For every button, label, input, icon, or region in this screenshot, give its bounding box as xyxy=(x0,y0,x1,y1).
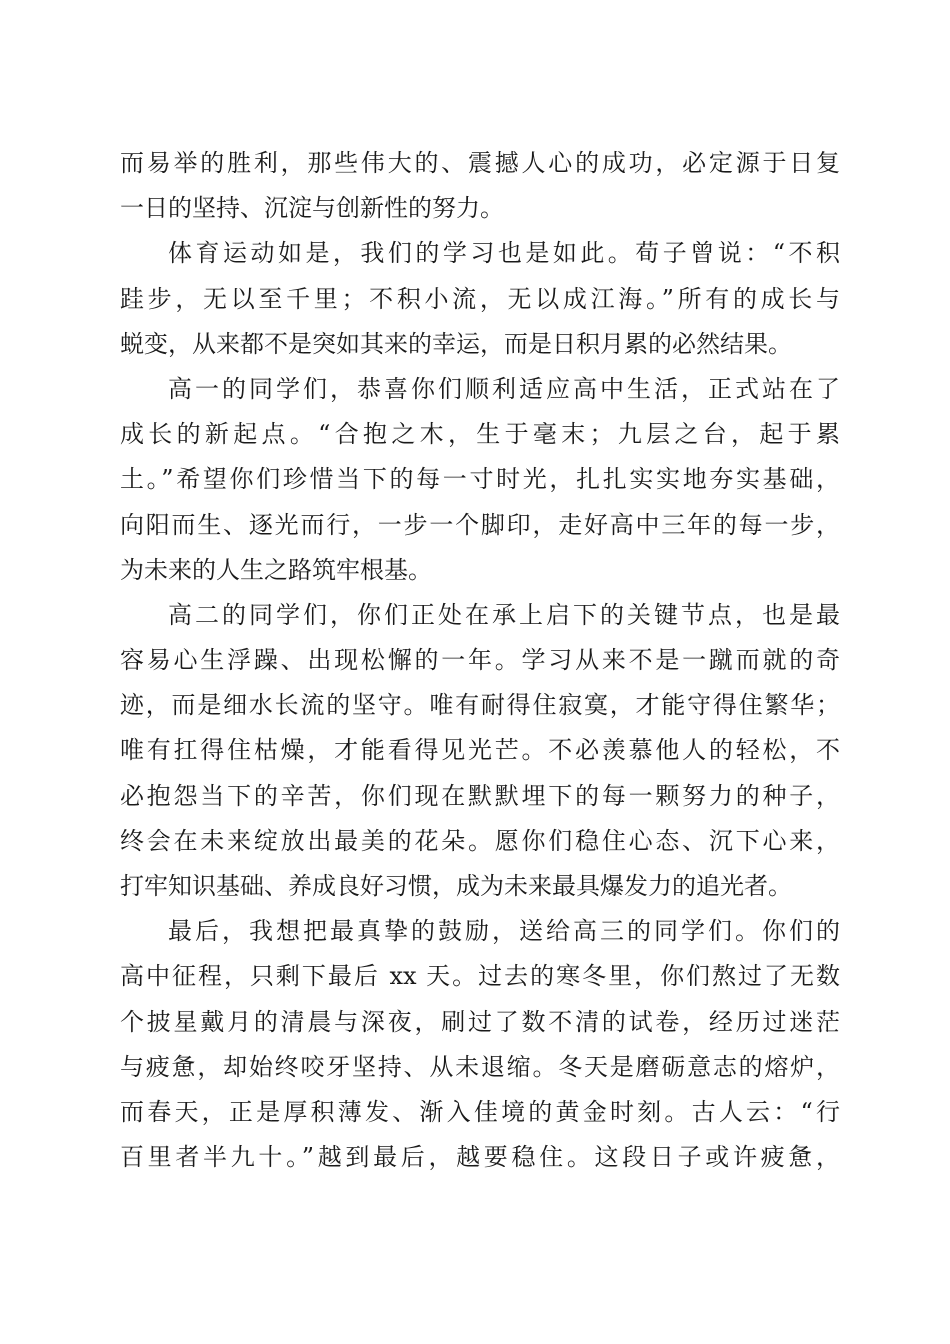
text-line: 高二的同学们，你们正处在承上启下的关键节点，也是最 xyxy=(168,600,840,629)
text-line: 容易心生浮躁、出现松懈的一年。学习从来不是一蹴而就的奇 xyxy=(120,646,840,675)
text-line: 打牢知识基础、养成良好习惯，成为未来最具爆发力的追光者。 xyxy=(120,872,792,900)
text-line: 而春天，正是厚积薄发、渐入佳境的黄金时刻。古人云：“行 xyxy=(120,1097,840,1126)
text-line: 一日的坚持、沉淀与创新性的努力。 xyxy=(120,194,504,223)
text-line: 高一的同学们，恭喜你们顺利适应高中生活，正式站在了 xyxy=(168,374,840,403)
text-line: 与疲惫，却始终咬牙坚持、从未退缩。冬天是磨砺意志的熔炉， xyxy=(120,1052,840,1081)
text-line: 向阳而生、逐光而行，一步一个脚印，走好高中三年的每一步， xyxy=(120,510,840,539)
text-line: 终会在未来绽放出最美的花朵。愿你们稳住心态、沉下心来， xyxy=(120,826,840,855)
text-line: 个披星戴月的清晨与深夜，刷过了数不清的试卷，经历过迷茫 xyxy=(120,1007,840,1036)
text-line: 为未来的人生之路筑牢根基。 xyxy=(120,555,432,584)
text-line: 必抱怨当下的辛苦，你们现在默默埋下的每一颗努力的种子， xyxy=(120,781,840,810)
text-line: 成长的新起点。“合抱之木，生于毫末；九层之台，起于累 xyxy=(120,420,840,449)
text-line: 蜕变，从来都不是突如其来的幸运，而是日积月累的必然结果。 xyxy=(120,329,792,358)
text-line: 迹，而是细水长流的坚守。唯有耐得住寂寞，才能守得住繁华； xyxy=(120,691,840,720)
text-line: 而易举的胜利，那些伟大的、震撼人心的成功，必定源于日复 xyxy=(120,149,840,177)
text-line: 高中征程，只剩下最后 xx 天。过去的寒冬里，你们熬过了无数 xyxy=(120,962,840,991)
text-line: 唯有扛得住枯燥，才能看得见光芒。不必羡慕他人的轻松，不 xyxy=(120,736,840,765)
text-line: 体育运动如是，我们的学习也是如此。荀子曾说：“不积 xyxy=(168,239,840,268)
speech-body-text xyxy=(120,141,840,1180)
text-line: 最后，我想把最真挚的鼓励，送给高三的同学们。你们的 xyxy=(168,917,840,946)
text-line: 百里者半九十。”越到最后，越要稳住。这段日子或许疲惫， xyxy=(120,1143,840,1172)
text-line: 土。”希望你们珍惜当下的每一寸时光，扎扎实实地夯实基础， xyxy=(120,465,840,494)
text-line: 跬步，无以至千里；不积小流，无以成江海。”所有的成长与 xyxy=(120,284,840,313)
